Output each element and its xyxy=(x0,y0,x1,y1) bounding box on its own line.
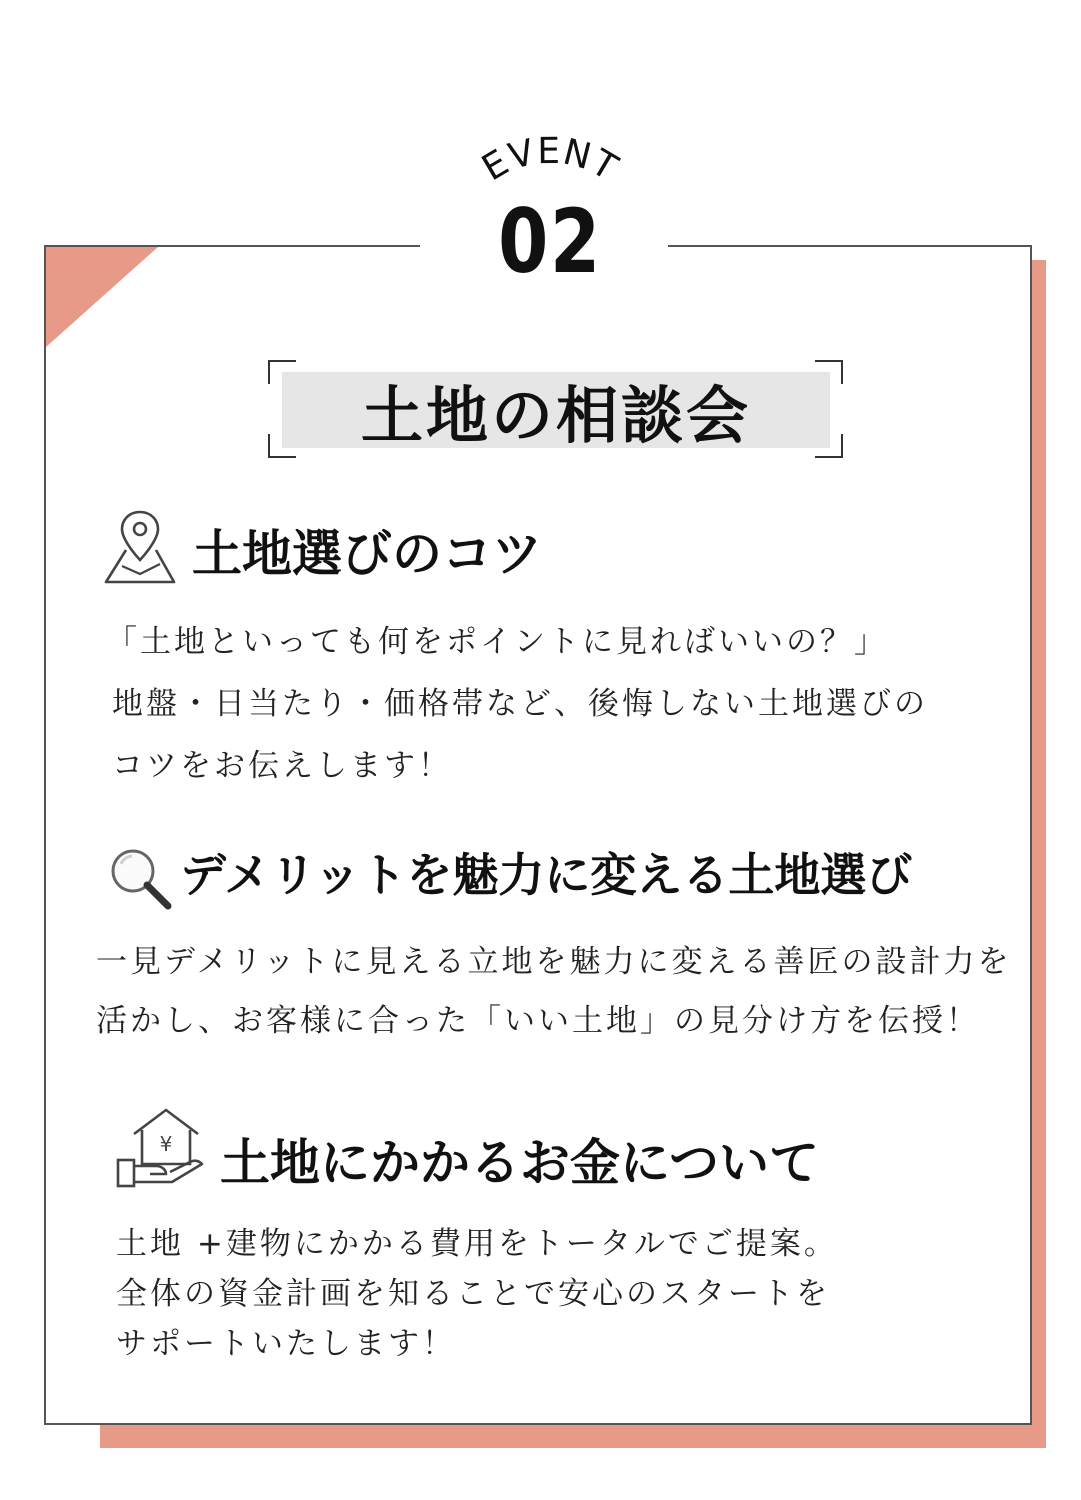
section-1-line-1: 「土地といっても何をポイントに見ればいいの？」 xyxy=(106,624,888,660)
corner-accent-triangle xyxy=(46,247,158,347)
map-pin-icon xyxy=(100,508,180,586)
section-3-line-2: 全体の資金計画を知ることで安心のスタートを xyxy=(116,1276,830,1312)
section-heading-land-tips: 土地選びのコツ xyxy=(192,525,542,583)
svg-text:EVENT xyxy=(475,135,624,189)
section-3-line-3: サポートいたします！ xyxy=(116,1326,456,1362)
svg-text:¥: ¥ xyxy=(159,1132,173,1156)
section-heading-turn-demerit: デメリットを魅力に変える土地選び xyxy=(180,848,913,902)
magnifier-icon xyxy=(106,844,176,914)
section-1-line-2: 地盤・日当たり・価格帯など、後悔しない土地選びの xyxy=(112,686,928,722)
page-title: 土地の相談会 xyxy=(282,372,830,448)
event-label-text: EVENT xyxy=(475,135,625,190)
house-money-hand-icon xyxy=(114,1104,206,1192)
section-3-line-1: 土地 +建物にかかる費用をトータルでご提案。 xyxy=(116,1226,838,1262)
section-2-line-2: 活かし、お客様に合った「いい土地」の見分け方を伝授！ xyxy=(96,1003,980,1039)
event-number: 02 xyxy=(498,190,602,293)
section-1-line-3: コツをお伝えします！ xyxy=(112,748,452,784)
section-heading-land-costs: 土地にかかるお金について xyxy=(220,1134,819,1192)
section-2-line-1: 一見デメリットに見える立地を魅力に変える善匠の設計力を xyxy=(96,944,1012,980)
